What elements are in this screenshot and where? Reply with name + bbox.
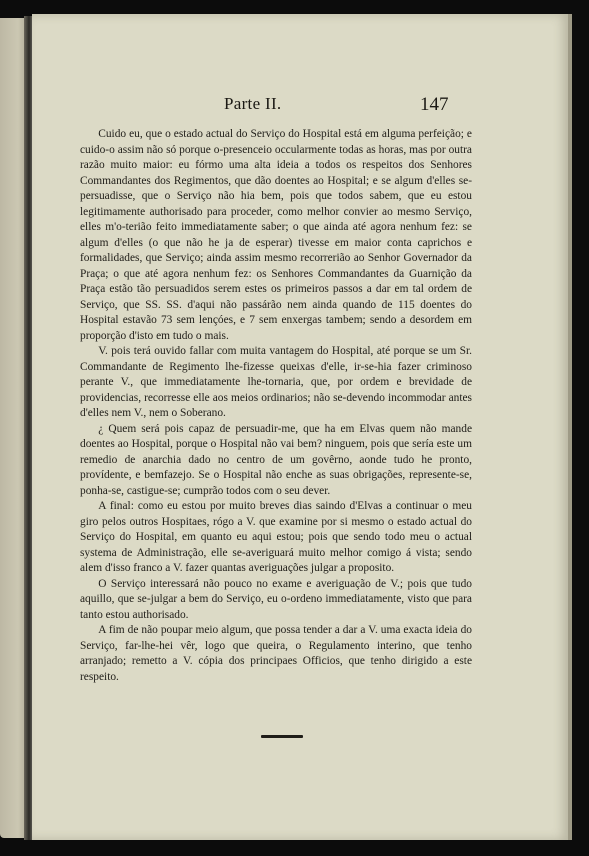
paragraph: ¿ Quem será pois capaz de persuadir-me, que ha em Elvas quem não mande doentes ao Hospital, porque o Hospital não vai bem? ninguem, pois que sería este um remedio de anarchia dado no centro de um govêrno, aonde tudo he pronto, provídente, e bemfazejo. Se o Hospital não enche as suas obrigações, represente-se, ponha-se, castigue-se; cumprão todos com o seu dever.	[80, 422, 472, 497]
page-number: 147	[420, 94, 449, 115]
page-right-edge	[568, 14, 572, 840]
page-header	[32, 94, 569, 120]
paragraph: A fim de não poupar meio algum, que possa tender a dar a V. uma exacta ideia do Serviço, far-lhe-hei vêr, logo que queira, o Regulamento interino, que tenho arranjado; remetto a V. cópia dos principaes Officios, que tenho dirigido a este respeito.	[80, 624, 472, 683]
paragraph: A final: como eu estou por muito breves dias saindo d'Elvas a continuar o meu giro pelos outros Hospitaes, rógo a V. que examine por si mesmo o estado actual do Serviço do Hospital, em quanto eu aqui estou; pois que sendo todo meu o actual systema de Administração, elle se-averiguará muito melhor comigo á vista; sendo alem d'isso franco a V. fazer quantas averiguações julgar a proposito.	[80, 500, 472, 574]
paragraph: Cuido eu, que o estado actual do Serviço do Hospital está em alguma perfeição; e cuido-o assim não só porque o-presenceio occularmente todas as horas, mas por outra razão muito maior: eu fórmo uma alta ideia a todos os respeitos dos Senhores Commandantes dos Regimentos, que dão doentes ao Hospital; e se algum d'elles se-persuadisse, que o Serviço não hia bem, pois que todos sabem, que eu estou legitimamente authorisado para proceder, como melhor convier ao mesmo Serviço, elles m'o-terião feito immediatamente saber; o que ainda até agora nenhum fez: se algum d'elles (o que não he ja de esperar) tivesse em maior conta caprichos e formalidades, que Serviço; ainda assim mesmo recorrerião ao Senhor Governador da Praça; o que até agora nenhum fez: os Senhores Commandantes da Guarnição da Praça estão tão persuadidos serem estes os primeiros passos a dar em tal ordem de Serviço, que SS. SS. d'aqui não passárão nem ainda quando de 115 doentes do Hospital estavão 73 sem lençóes, e 7 sem enxergas tambem; sendo a desordem em proporção d'isto em tudo o mais.	[80, 128, 472, 342]
book-page	[32, 14, 569, 840]
paragraph: V. pois terá ouvido fallar com muita vantagem do Hospital, até porque se um Sr. Commandante de Regimento lhe-fizesse queixas d'elle, ir-se-hia fazer criminoso perante V., que immediatamente lhe-tornaria, que, por ordem e brevidade de providencias, recorresse elle aos meios ordinarios; não se-devendo incommodar antes d'elles nem V., nem o Soberano.	[80, 345, 472, 419]
body-text	[80, 127, 472, 685]
running-head: Parte II.	[224, 94, 282, 113]
paragraph: O Serviço interessará não pouco no exame e averiguação de V.; pois que tudo aquillo, que se-julgar a bem do Serviço, eu o-ordeno immediatamente, visto que para tanto estou authorisado.	[80, 577, 472, 621]
closing-rule	[261, 735, 303, 738]
